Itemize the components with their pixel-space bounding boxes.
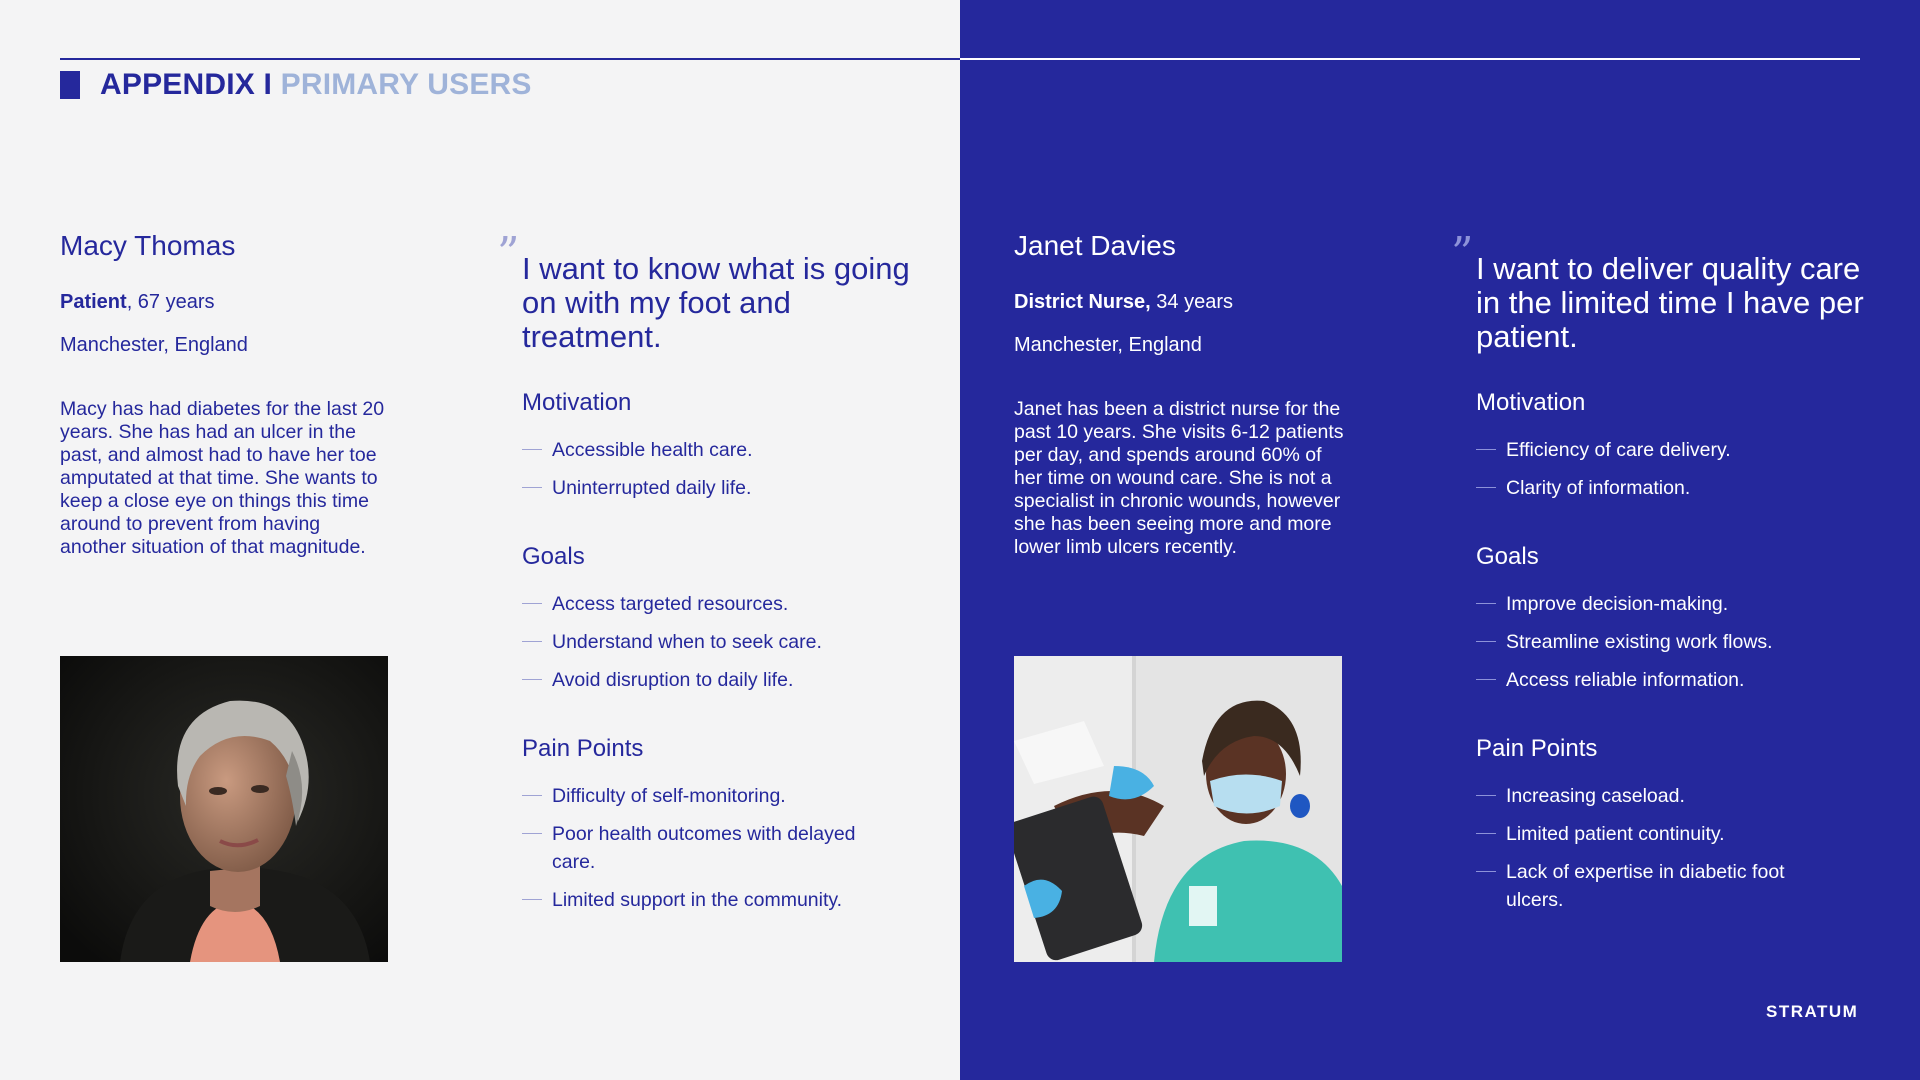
quote-mark-icon: ” xyxy=(1451,228,1474,279)
list-item: Difficulty of self-monitoring. xyxy=(522,782,882,810)
persona-photo-janet xyxy=(1014,656,1342,962)
portrait-illustration xyxy=(60,656,388,962)
age-text: , 67 years xyxy=(126,291,215,313)
list-item: Accessible health care. xyxy=(522,436,902,464)
dash-icon xyxy=(1476,679,1496,680)
persona-role xyxy=(60,291,215,314)
dash-icon xyxy=(522,833,542,834)
dash-icon xyxy=(522,487,542,488)
page-title xyxy=(100,68,532,102)
list-item: Limited support in the community. xyxy=(522,886,882,914)
dash-icon xyxy=(1476,833,1496,834)
role-label: Patient xyxy=(60,291,127,313)
goals-heading: Goals xyxy=(1476,543,1539,570)
motivation-list xyxy=(1476,436,1856,512)
quote-mark-icon: ” xyxy=(497,228,520,279)
persona-quote: I want to know what is going on with my foot and treatment. xyxy=(522,251,910,354)
list-item: Streamline existing work flows. xyxy=(1476,628,1856,656)
pain-points-list xyxy=(522,782,882,924)
persona-photo-macy xyxy=(60,656,388,962)
list-item: Uninterrupted daily life. xyxy=(522,474,902,502)
list-item: Limited patient continuity. xyxy=(1476,820,1816,848)
persona-role xyxy=(1014,291,1233,314)
title-separator: I xyxy=(263,68,273,101)
dash-icon xyxy=(1476,487,1496,488)
stratum-logo: STRATUM xyxy=(1766,1002,1859,1021)
list-item: Increasing caseload. xyxy=(1476,782,1816,810)
persona-bio: Macy has had diabetes for the last 20 years. She has had an ulcer in the past, and almost had to have her toe amputated at that time. She wants to keep a close eye on things this time around to prevent from having another situation of that magnitude. xyxy=(60,398,385,558)
dash-icon xyxy=(522,603,542,604)
dash-icon xyxy=(522,679,542,680)
dash-icon xyxy=(522,449,542,450)
dash-icon xyxy=(1476,603,1496,604)
list-item: Clarity of information. xyxy=(1476,474,1856,502)
persona-quote: I want to deliver quality care in the limited time I have per patient. xyxy=(1476,251,1864,354)
dash-icon xyxy=(1476,795,1496,796)
list-item: Lack of expertise in diabetic foot ulcers. xyxy=(1476,858,1816,914)
dash-icon xyxy=(1476,871,1496,872)
list-item: Avoid disruption to daily life. xyxy=(522,666,902,694)
dash-icon xyxy=(522,641,542,642)
persona-location: Manchester, England xyxy=(60,334,248,356)
list-item: Efficiency of care delivery. xyxy=(1476,436,1856,464)
persona-name: Macy Thomas xyxy=(60,230,236,261)
nurse-illustration xyxy=(1014,656,1342,962)
list-item: Improve decision-making. xyxy=(1476,590,1856,618)
goals-list xyxy=(522,590,902,704)
list-item: Poor health outcomes with delayed care. xyxy=(522,820,882,876)
pain-points-heading: Pain Points xyxy=(522,735,644,762)
persona-location: Manchester, England xyxy=(1014,334,1202,356)
list-item: Understand when to seek care. xyxy=(522,628,902,656)
role-label: District Nurse, xyxy=(1014,291,1151,313)
list-item: Access targeted resources. xyxy=(522,590,902,618)
dash-icon xyxy=(1476,641,1496,642)
header-rule-right xyxy=(960,58,1860,60)
goals-list xyxy=(1476,590,1856,704)
motivation-list xyxy=(522,436,902,512)
page-header xyxy=(60,68,532,102)
title-secondary: PRIMARY USERS xyxy=(280,68,532,101)
pain-points-list xyxy=(1476,782,1816,924)
age-text: 34 years xyxy=(1150,291,1233,313)
dash-icon xyxy=(522,795,542,796)
pain-points-heading: Pain Points xyxy=(1476,735,1598,762)
motivation-heading: Motivation xyxy=(522,389,632,416)
header-rule xyxy=(60,58,960,60)
motivation-heading: Motivation xyxy=(1476,389,1586,416)
dash-icon xyxy=(1476,449,1496,450)
title-primary: APPENDIX xyxy=(100,68,255,101)
header-marker xyxy=(60,71,80,99)
list-item: Access reliable information. xyxy=(1476,666,1856,694)
persona-name: Janet Davies xyxy=(1014,230,1176,261)
goals-heading: Goals xyxy=(522,543,585,570)
persona-bio: Janet has been a district nurse for the past 10 years. She visits 6-12 patients per day, and spends around 60% of her time on wound care. She is not a specialist in chronic wounds, however she has been seeing more and more lower limb ulcers recently. xyxy=(1014,398,1344,558)
dash-icon xyxy=(522,899,542,900)
